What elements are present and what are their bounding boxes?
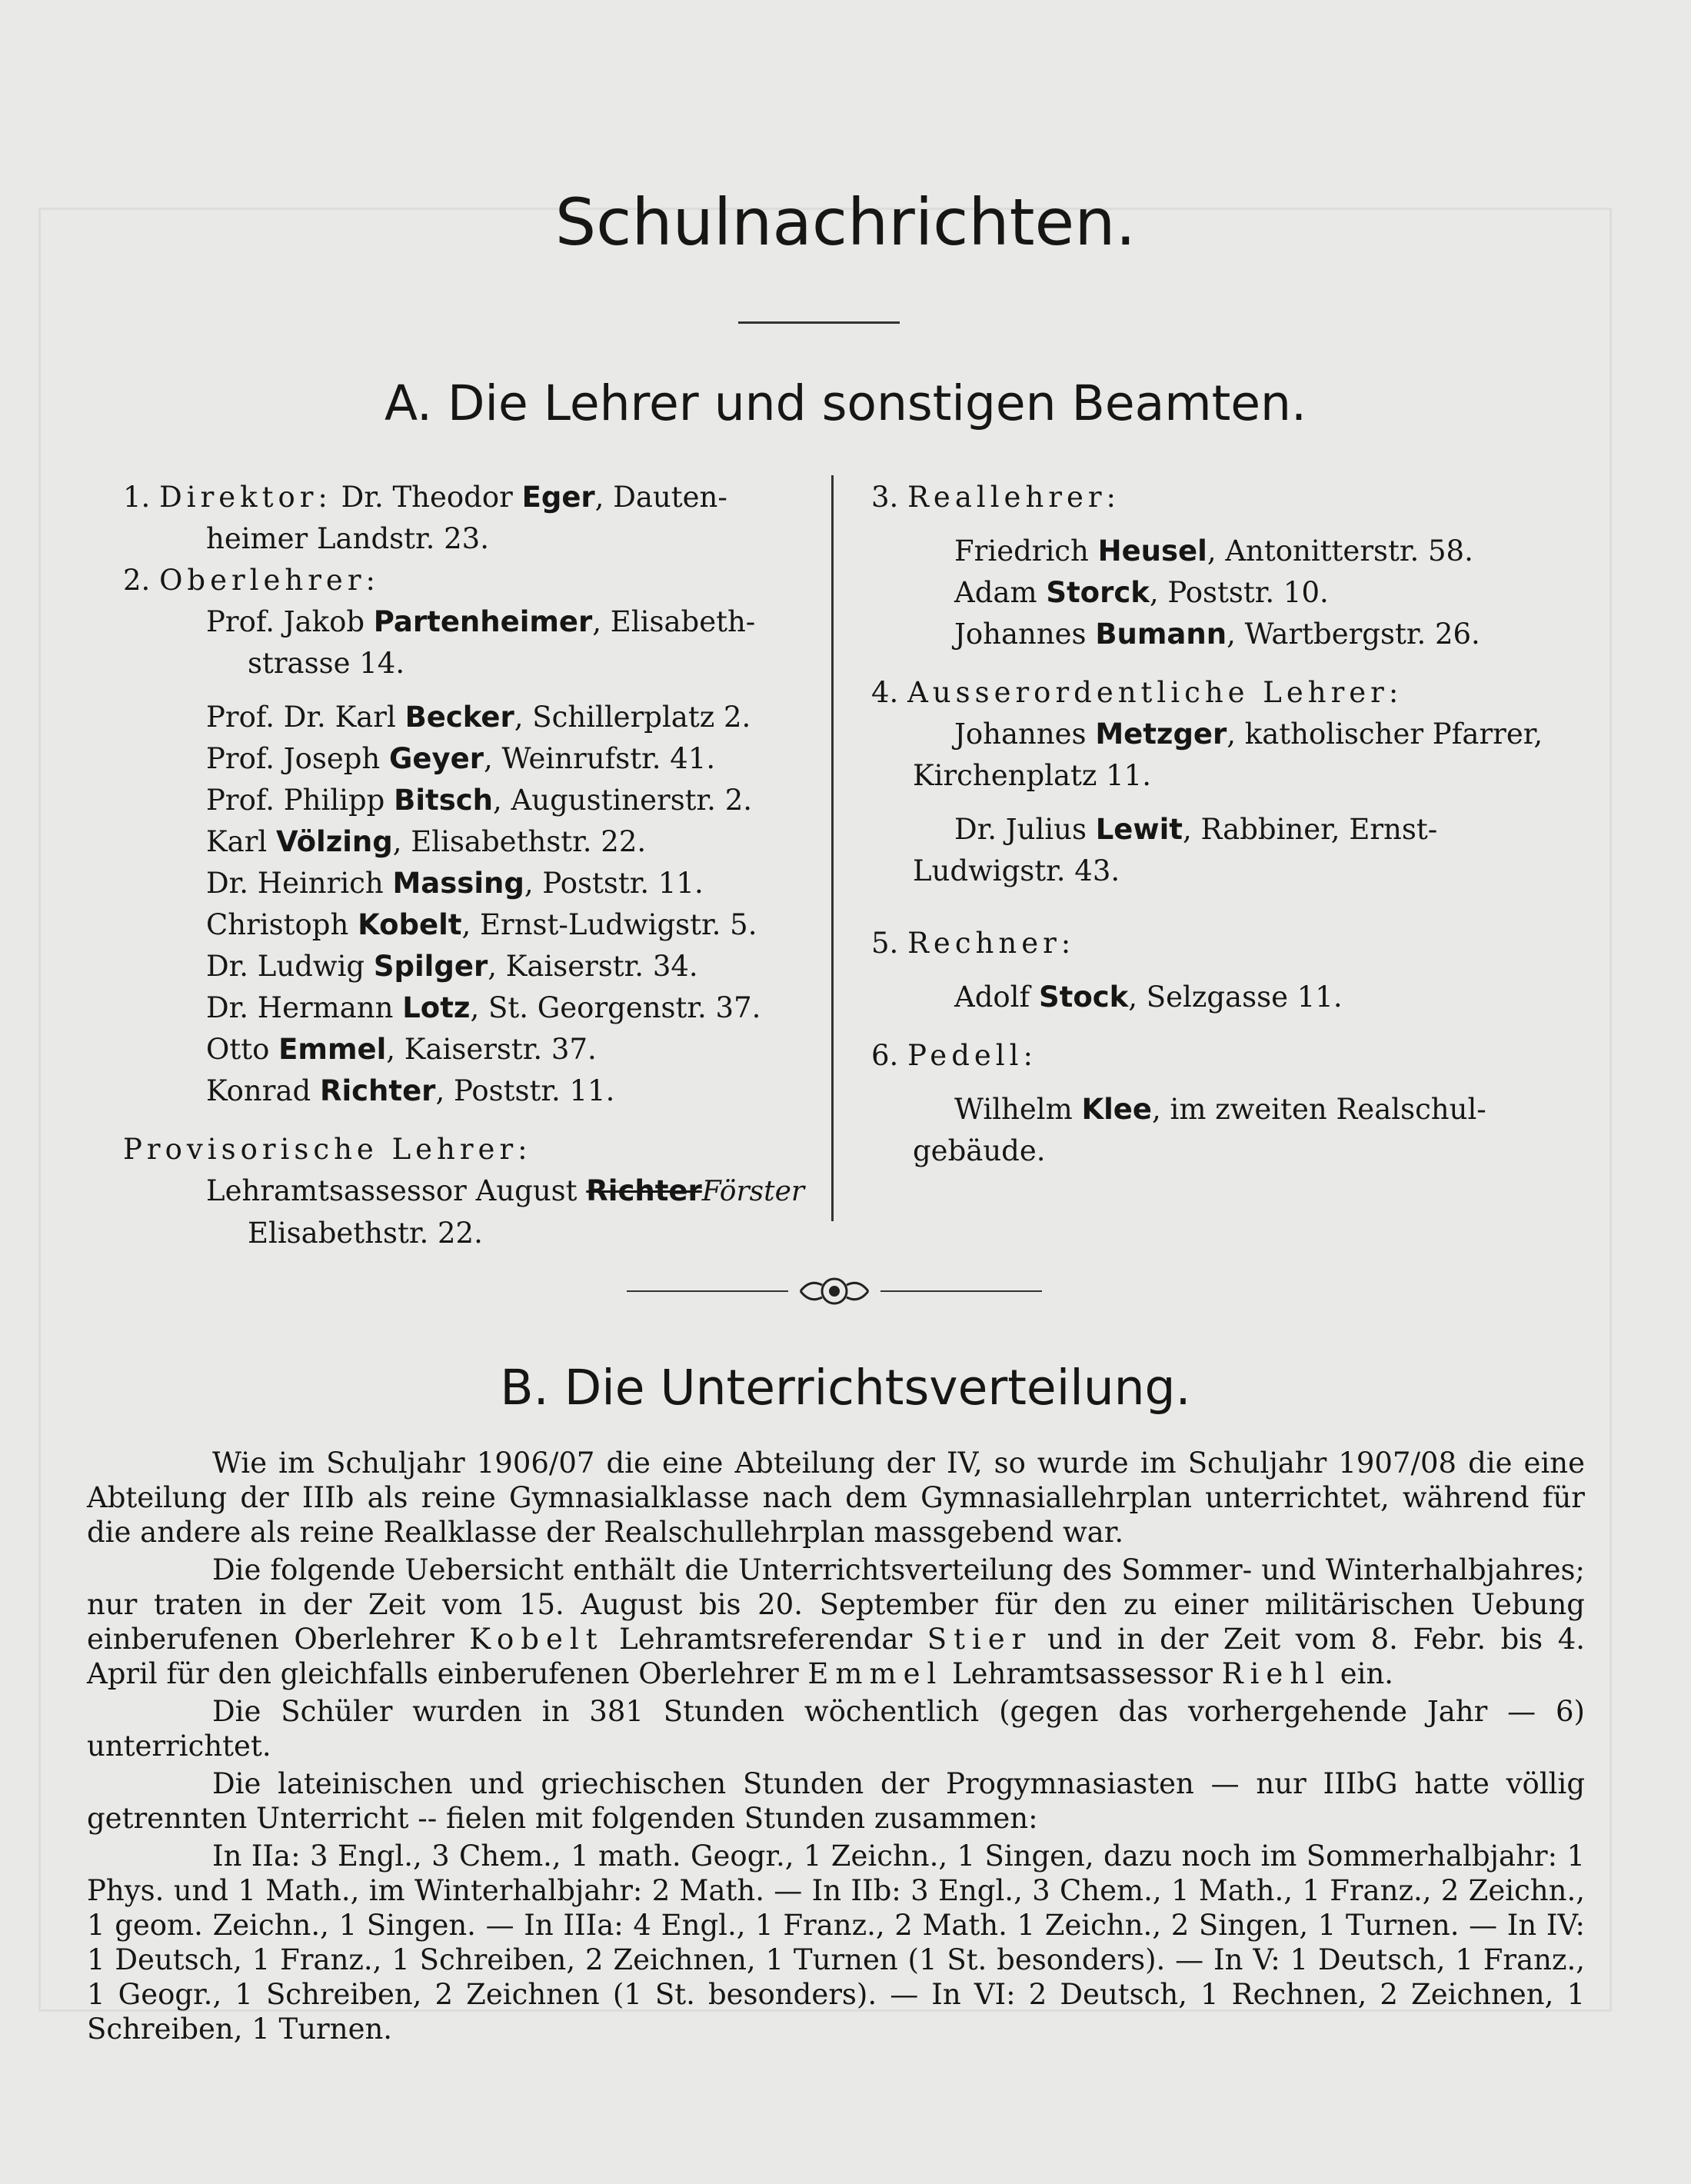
list-item: Otto Emmel, Kaiserstr. 37. [206, 1033, 597, 1066]
list-item: 3. Reallehrer: [871, 481, 1121, 514]
list-item: 6. Pedell: [871, 1039, 1037, 1072]
list-item-continuation: heimer Landstr. 23. [206, 522, 489, 555]
staff-name: Storck [1046, 576, 1150, 609]
title-divider [738, 321, 900, 324]
list-item-continuation: Elisabethstr. 22. [248, 1217, 483, 1250]
list-item: Prof. Dr. Karl Becker, Schillerplatz 2. [206, 701, 751, 734]
staff-name: Geyer [389, 742, 484, 775]
staff-name: Lewit [1095, 813, 1183, 846]
list-item: Prof. Joseph Geyer, Weinrufstr. 41. [206, 742, 716, 775]
list-item-continuation: Ludwigstr. 43. [913, 854, 1120, 887]
paragraph: Die lateinischen und griechischen Stunden der Progymnasiasten — nur IIIbG hatte völlig getrennten Unterricht -- fielen mit folgenden Stunden zusammen: [87, 1767, 1585, 1835]
list-item: Prof. Jakob Partenheimer, Elisabeth- [206, 605, 756, 638]
staff-column-left [123, 477, 831, 1254]
list-item: 2. Oberlehrer: [123, 564, 380, 597]
list-item: Lehramtsassessor August RichterFörster [206, 1174, 805, 1207]
staff-name: Stock [1038, 980, 1129, 1014]
list-item: Dr. Hermann Lotz, St. Georgenstr. 37. [206, 991, 761, 1024]
staff-name: Emmel [278, 1033, 387, 1066]
list-item: 5. Rechner: [871, 927, 1076, 960]
list-item: 4. Ausserordentliche Lehrer: [871, 676, 1403, 709]
section-b-body [87, 1446, 1585, 2049]
paragraph: In IIa: 3 Engl., 3 Chem., 1 math. Geogr., 1 Zeichn., 1 Singen, dazu noch im Sommerhalbjahr: 1 Phys. und 1 Math., im Winterhalbjahr: 2 Math. — In IIb: 3 Engl., 3 Chem., 1 Math., 1 Franz., 2 Zeichn., 1 geom. Zeichn., 1 Singen. — In IIIa: 4 Engl., 1 Franz., 2 Math. 1 Zeichn., 2 Singen, 1 Turnen. — In IV: 1 Deutsch, 1 Franz., 1 Schreiben, 2 Zeichnen, 1 Turnen (1 St. besonders). — In V: 1 Deutsch, 1 Franz., 1 Geogr., 1 Schreiben, 2 Zeichnen (1 St. besonders). — In VI: 2 Deutsch, 1 Rechnen, 2 Zeichnen, 1 Schreiben, 1 Turnen. [87, 1839, 1585, 2046]
list-item-continuation: gebäude. [913, 1134, 1046, 1167]
staff-name: Klee [1081, 1093, 1152, 1126]
paragraph: Wie im Schuljahr 1906/07 die eine Abteilung der IV, so wurde im Schuljahr 1907/08 die eine Abteilung der IIIb als reine Gymnasialklasse nach dem Gymnasiallehrplan unterrichtet, während für die andere als reine Realklasse der Realschullehrplan massgebend war. [87, 1447, 1585, 1549]
list-item: 1. Direktor: Dr. Theodor Eger, Dauten- [123, 481, 727, 514]
staff-name: Heusel [1097, 534, 1207, 568]
staff-name: Metzger [1095, 717, 1227, 751]
list-item: Johannes Metzger, katholischer Pfarrer, [954, 717, 1543, 751]
list-item: Friedrich Heusel, Antonitterstr. 58. [954, 534, 1473, 568]
provisional-teachers-heading: Provisorische Lehrer: [123, 1133, 532, 1166]
struck-name: Richter [586, 1174, 702, 1207]
staff-name: Partenheimer [373, 605, 593, 638]
staff-name: Massing [392, 867, 524, 900]
ornament-divider [627, 1270, 1042, 1312]
staff-name: Richter [319, 1074, 436, 1107]
handwritten-correction: Förster [701, 1176, 805, 1207]
list-item: Dr. Heinrich Massing, Poststr. 11. [206, 867, 704, 900]
list-item-continuation: Kirchenplatz 11. [913, 759, 1151, 792]
list-item: Prof. Philipp Bitsch, Augustinerstr. 2. [206, 784, 752, 817]
paragraph: Die folgende Uebersicht enthält die Unterrichtsverteilung des Sommer- und Winterhalbjahres; nur traten in der Zeit vom 15. August bis 20. September für den zu einer militärischen Uebung einberufenen Oberlehrer Kobelt Lehramtsreferendar Stier und in der Zeit vom 8. Febr. bis 4. April für den gleichfalls einberufenen Oberlehrer Emmel Lehramtsassessor Riehl ein. [87, 1553, 1586, 1690]
list-item: Karl Völzing, Elisabethstr. 22. [206, 825, 647, 858]
list-item: Dr. Julius Lewit, Rabbiner, Ernst- [954, 813, 1438, 846]
list-item: Adam Storck, Poststr. 10. [954, 576, 1329, 609]
list-item: Wilhelm Klee, im zweiten Realschul- [954, 1093, 1486, 1126]
list-item: Christoph Kobelt, Ernst-Ludwigstr. 5. [206, 908, 757, 941]
staff-name: Bitsch [394, 784, 493, 817]
staff-name: Bumann [1095, 618, 1227, 651]
staff-name: Lotz [402, 991, 471, 1024]
paragraph: Die Schüler wurden in 381 Stunden wöchentlich (gegen das vorhergehende Jahr — 6) unterrichtet. [87, 1695, 1585, 1763]
list-item: Adolf Stock, Selzgasse 11. [954, 980, 1343, 1014]
staff-name: Eger [521, 481, 595, 514]
staff-column-right [871, 477, 1563, 1172]
staff-name: Kobelt [358, 908, 462, 941]
page-title: Schulnachrichten. [554, 185, 1137, 260]
staff-name: Becker [404, 701, 514, 734]
staff-name: Spilger [373, 950, 488, 983]
section-b-heading: B. Die Unterrichtsverteilung. [500, 1360, 1191, 1416]
list-item: Johannes Bumann, Wartbergstr. 26. [954, 618, 1480, 651]
staff-name: Völzing [275, 825, 393, 858]
section-a-heading: A. Die Lehrer und sonstigen Beamten. [384, 375, 1307, 431]
list-item-continuation: strasse 14. [248, 647, 405, 680]
list-item: Dr. Ludwig Spilger, Kaiserstr. 34. [206, 950, 698, 983]
column-divider [831, 475, 834, 1221]
list-item: Konrad Richter, Poststr. 11. [206, 1074, 615, 1107]
